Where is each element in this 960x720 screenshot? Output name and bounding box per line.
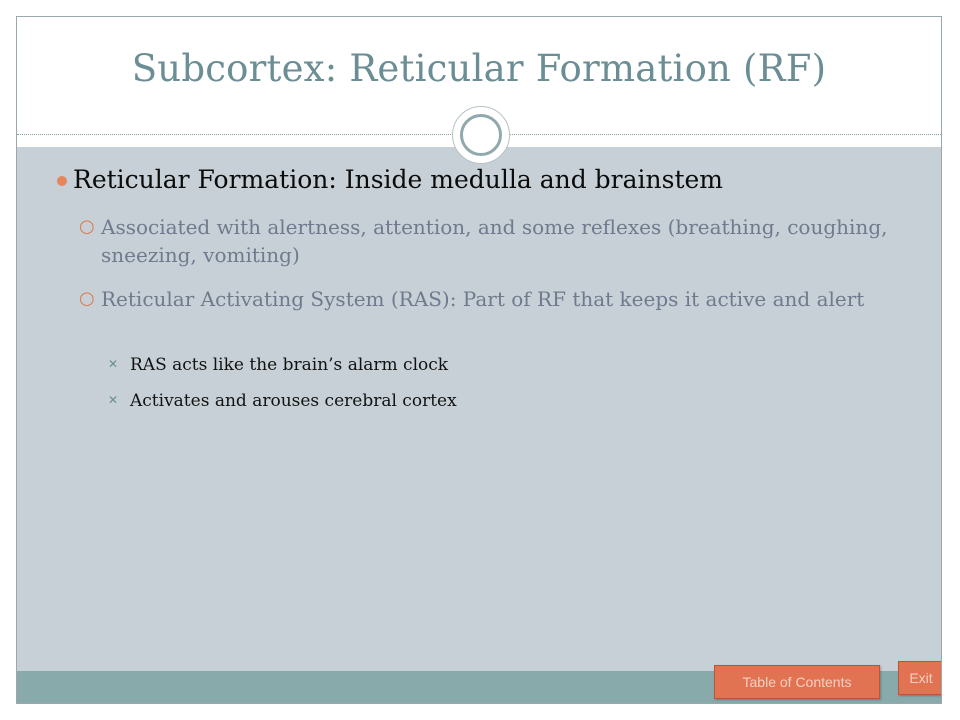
bullet-level2-text: Reticular Activating System (RAS): Part of RF that keeps it active and alert xyxy=(101,287,865,311)
double-ring-icon xyxy=(452,106,510,164)
hollow-circle-bullet-icon: ○ xyxy=(79,216,95,237)
hollow-circle-bullet-icon: ○ xyxy=(79,288,95,309)
x-cross-bullet-icon: ✕ xyxy=(108,357,119,371)
slide-title: Subcortex: Reticular Formation (RF) xyxy=(131,47,827,90)
bullet-level3-text: RAS acts like the brain’s alarm clock xyxy=(130,355,449,375)
slide xyxy=(16,16,942,704)
orange-dot-icon xyxy=(57,176,67,186)
bullet-level1-text: Reticular Formation: Inside medulla and brainstem xyxy=(73,165,723,194)
table-of-contents-button[interactable]: Table of Contents xyxy=(714,665,880,699)
x-cross-bullet-icon: ✕ xyxy=(108,393,119,407)
exit-button[interactable]: Exit xyxy=(898,661,942,695)
inner-ring xyxy=(460,114,502,156)
bullet-level3-text: Activates and arouses cerebral cortex xyxy=(130,391,457,411)
bullet-level2-text: Associated with alertness, attention, and some reflexes (breathing, coughing, sneezing, vomiting) xyxy=(101,215,888,267)
